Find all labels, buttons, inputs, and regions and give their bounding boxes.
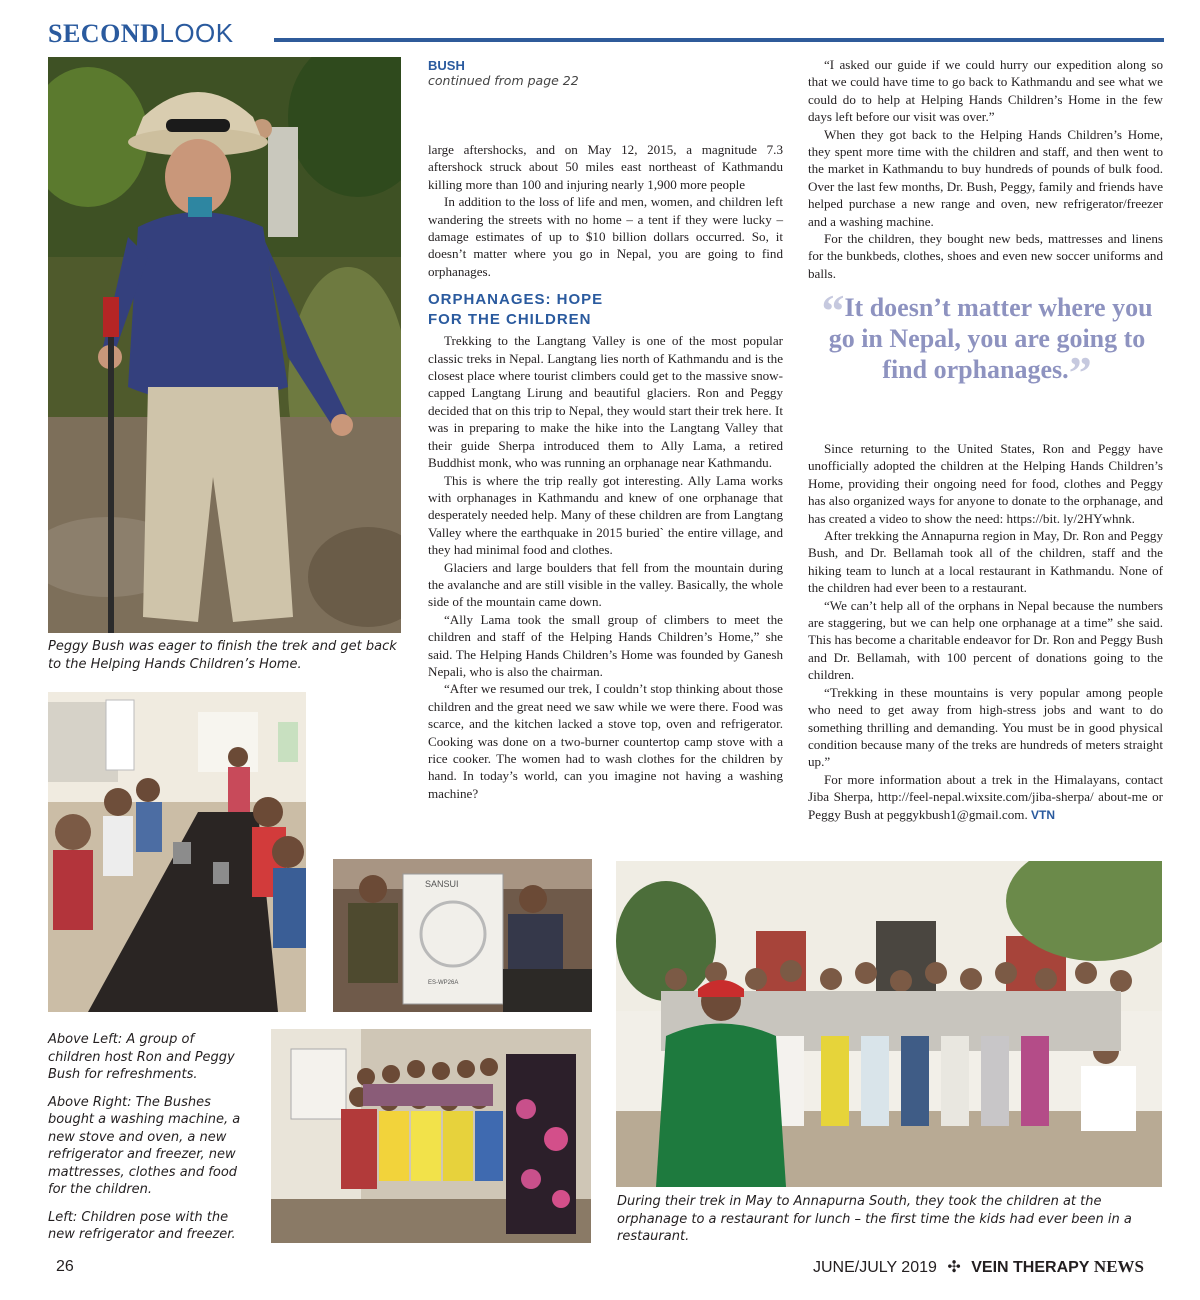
- paragraph: “Trekking in these mountains is very popular among people who need to get away from high-stress jobs and want to do something thrilling and demanding. You must be in good physical condition because many of the treks are hundreds of meters straight up.”: [808, 684, 1163, 770]
- open-quote-mark: “: [821, 285, 845, 336]
- above-left-caption: Above Left: A group of children host Ron and Peggy Bush for refreshments.: [48, 1032, 235, 1082]
- paragraph: When they got back to the Helping Hands Children’s Home, they spent more time with the children and staff, and then went to the market in Kathmandu to buy hundreds of pounds of bulk food. Over the last few months, Dr. Bush, Peggy, family and friends have helped purchase a new range and oven, new refrigerator/freezer and a washing machine.: [808, 126, 1163, 229]
- paragraph-final: [808, 771, 1163, 824]
- washing-machine-photo: [333, 859, 592, 1012]
- magazine-name-bold: NEWS: [1093, 1257, 1144, 1276]
- magazine-footer: [813, 1256, 1144, 1278]
- page-number: 26: [56, 1258, 74, 1275]
- final-paragraph-text: For more information about a trek in the Himalayans, contact Jiba Sherpa, http://feel-nepal.wixsite.com/jiba-sherpa/ about-me or Peggy Bush at peggykbush1@gmail.com.: [808, 771, 1163, 822]
- paragraph: “We can’t help all of the orphans in Nepal because the numbers are staggering, but we can help one orphanage at a time” she said. This has become a charitable endeavor for Dr. Ron and Peggy Bush and Dr. Bellamah, with 100 percent of donations going to the children.: [808, 597, 1163, 683]
- washer-brand-label: SANSUI: [425, 879, 459, 889]
- continued-from-note: continued from page 22: [428, 73, 579, 88]
- paragraph: Trekking to the Langtang Valley is one of the most popular classic treks in Nepal. Langtang lies north of Kathmandu and is the closest place where tourist climbers could get to the massive snow-capped Langtang Lirung and beautiful glaciers. Ron and Peggy decided that on this trip to Nepal, they would start their trek here. It was in preparing to make the hike into the Langtang Valley that their guide Sherpa introduced them to Ally Lama, a retired Buddhist monk, who was running an orphanage near Kathmandu.: [428, 333, 783, 471]
- subhead-line: ORPHANAGES: HOPE: [428, 291, 604, 309]
- restaurant-group-photo: [616, 861, 1162, 1187]
- paragraph: large aftershocks, and on May 12, 2015, a magnitude 7.3 aftershock struck about 50 miles east northeast of Kathmandu killing more than 100 and injuring nearly 1,900 more people: [428, 142, 783, 192]
- paragraph: Since returning to the United States, Ron and Peggy have unofficially adopted the children at the Helping Hands Children’s Home, providing their ongoing need for food, clothes and Peggy has also organized ways for anyone to donate to the orphanage, and has created a video to show the need: https://bit. ly/2HYwhnk.: [808, 441, 1163, 526]
- paragraph: “I asked our guide if we could hurry our expedition along so that we could have time to go back to Kathmandu and see what we could do to help at Helping Hands Children’s Home in the few days left before our visit was over.”: [808, 57, 1163, 125]
- paragraph: “Ally Lama took the small group of climbers to meet the children and staff of the Helping Hands Children’s Home,” she said. The Helping Hands Children’s Home was founded by Ganesh Nepali, who is also the chairman.: [428, 611, 783, 679]
- continued-kicker: BUSH: [428, 58, 465, 73]
- close-quote-mark: ”: [1068, 347, 1092, 398]
- refrigerator-photo: [271, 1029, 591, 1243]
- pull-quote-text: It doesn’t matter where you go in Nepal, you are going to find orphanages.: [828, 293, 1153, 384]
- section-title: [48, 18, 234, 49]
- paragraph: After trekking the Annapurna region in May, Dr. Ron and Peggy Bush, and Dr. Bellamah took all of the children, staff and the hiking team to lunch at a local restaurant in Kathmandu. None of the children had ever been to a restaurant.: [808, 528, 1163, 596]
- subhead-line: FOR THE CHILDREN: [428, 311, 592, 329]
- paragraph: “After we resumed our trek, I couldn’t stop thinking about those children and the great need we saw while we were there. Food was scarce, and the kitchen lacked a stove top, oven and refrigerator. Cooking was done on a two-burner countertop camp stove with a rice cooker. The women had to wash clothes for the children by hand. In today’s world, can you imagine not having a washing machine?: [428, 681, 783, 801]
- trek-photo-caption: Peggy Bush was eager to finish the trek and get back to the Helping Hands Children’s Home.: [48, 639, 397, 672]
- magazine-name: VEIN THERAPY: [971, 1259, 1090, 1276]
- kicker-spacer: [428, 89, 783, 141]
- sign-off: VTN: [1031, 807, 1056, 822]
- trek-photo: [48, 57, 401, 633]
- pull-quote: [812, 285, 1162, 398]
- article-column-right-bottom: [808, 440, 1163, 824]
- section-title-bold: SECOND: [48, 19, 160, 48]
- article-column-right-top: [808, 56, 1163, 282]
- restaurant-photo-caption: During their trek in May to Annapurna South, they took the children at the orphanage to a restaurant for lunch – the first time the kids had ever been in a restaurant.: [617, 1194, 1132, 1244]
- photo-captions-group: [48, 1031, 244, 1254]
- article-column-middle: [428, 58, 783, 802]
- section-title-light: LOOK: [159, 18, 234, 48]
- children-table-photo: [48, 692, 306, 1012]
- footer-separator-icon: ✣: [947, 1259, 961, 1276]
- paragraph: In addition to the loss of life and men, women, and children left wandering the streets with no home – a tent if they were lucky – damage estimates of up to $10 billion dollars occurred. So, it doesn’t matter where you go in Nepal, you are going to find orphanages.: [428, 194, 783, 279]
- above-right-caption: Above Right: The Bushes bought a washing machine, a new stove and oven, a new refrigerator and freezer, new mattresses, clothes and food for the children.: [48, 1094, 241, 1197]
- paragraph: For the children, they bought new beds, mattresses and linens for the bunkbeds, clothes, shoes and even new soccer uniforms and balls.: [808, 231, 1163, 281]
- washer-model-label: ES-WP26A: [428, 980, 459, 986]
- paragraph: This is where the trip really got interesting. Ally Lama works with orphanages in Kathmandu and knew of one orphanage that desperately needed help. Many of these children are from Langtang Valley where the earthquake in 2015 buried` the entire village, and they had minimal food and clothes.: [428, 472, 783, 558]
- left-caption: Left: Children pose with the new refrigerator and freezer.: [48, 1209, 236, 1242]
- issue-date: JUNE/JULY 2019: [812, 1259, 937, 1276]
- paragraph: Glaciers and large boulders that fell from the mountain during the avalanche and are still visible in the valley. Basically, the whole side of the mountain came down.: [428, 559, 783, 610]
- section-subhead: [428, 290, 783, 330]
- header-rule: [274, 38, 1164, 42]
- section-header: [48, 18, 1164, 48]
